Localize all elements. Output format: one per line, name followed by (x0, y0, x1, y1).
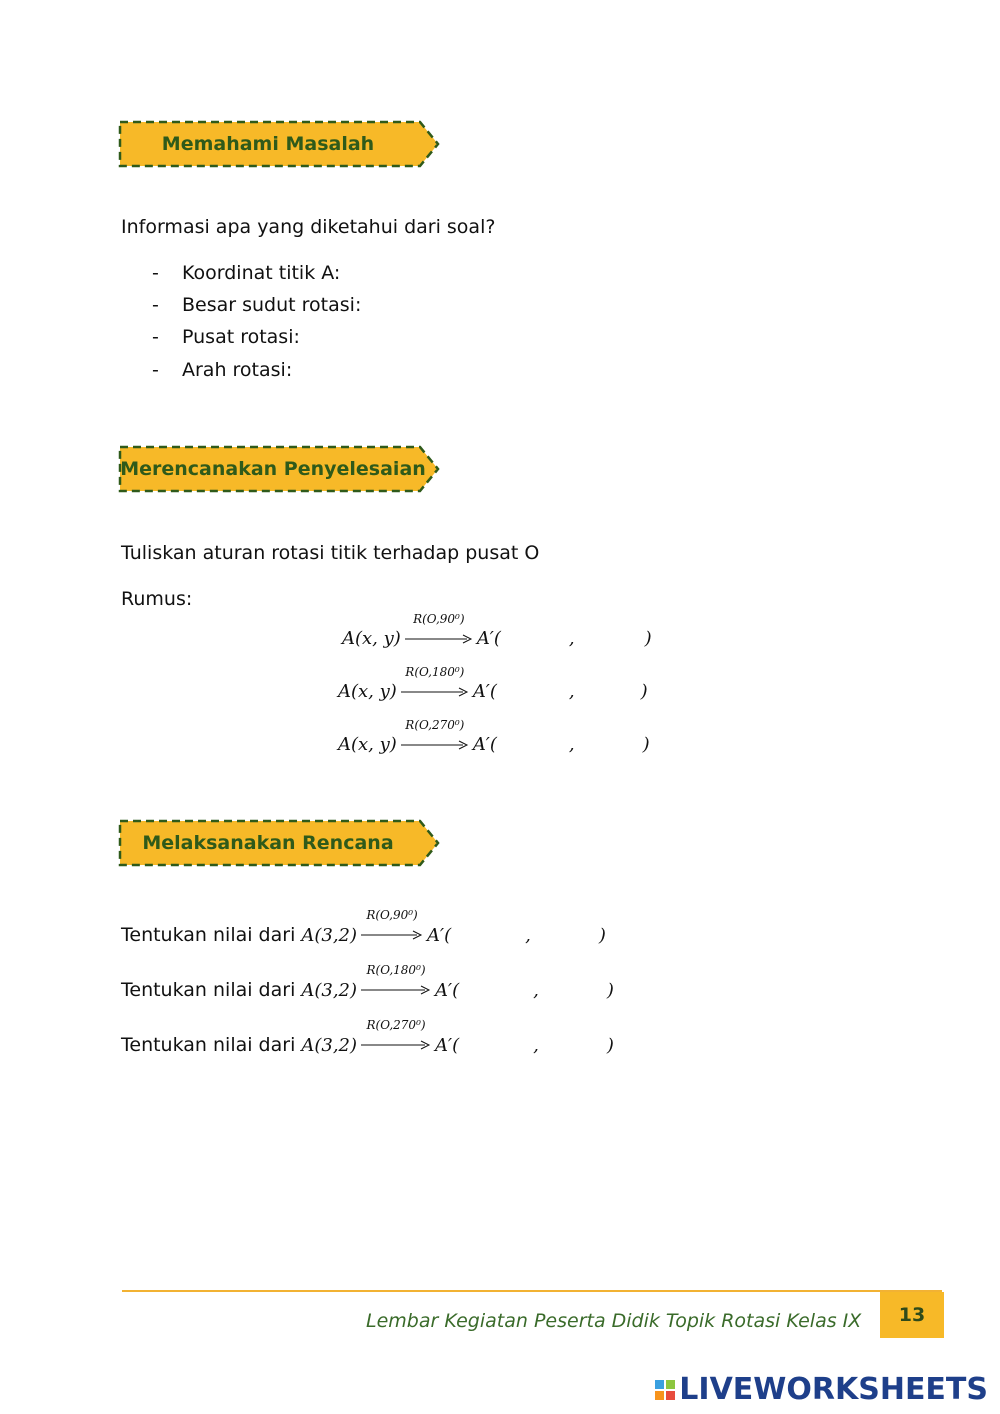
rotation-arrow (361, 963, 431, 999)
close-paren: ) (606, 979, 614, 1001)
exercise-row (121, 1018, 614, 1056)
page-number: 13 (880, 1292, 944, 1338)
result-open: A′( (435, 1034, 460, 1056)
rotation-label: R(O,180⁰) (405, 664, 465, 679)
rotation-arrow (361, 1018, 431, 1054)
section-title: Memahami Masalah (161, 133, 375, 155)
bullet-dash: - (152, 262, 159, 284)
logo-icon (655, 1380, 675, 1400)
point-expression: A(3,2) (301, 924, 358, 946)
arrow-icon (401, 740, 469, 750)
section-banner-plan (118, 445, 442, 493)
list-item: Pusat rotasi: (182, 326, 300, 348)
rotation-label: R(O,180⁰) (366, 963, 426, 977)
bullet-dash: - (152, 294, 159, 316)
result-open: A′( (427, 924, 452, 946)
result-open: A′( (472, 681, 497, 702)
close-paren: ) (598, 924, 606, 946)
arrow-icon (361, 930, 423, 940)
point-expression: A(3,2) (301, 1034, 358, 1056)
logo-text: LIVEWORKSHEETS (679, 1372, 988, 1407)
list-item: Besar sudut rotasi: (182, 294, 362, 316)
rotation-arrow (361, 908, 423, 944)
close-paren: ) (606, 1034, 614, 1056)
exercise-prefix: Tentukan nilai dari (121, 924, 296, 946)
list-item: Arah rotasi: (182, 359, 293, 381)
section-title: Melaksanakan Rencana (142, 832, 394, 854)
exercise-prefix: Tentukan nilai dari (121, 1034, 296, 1056)
arrow-icon (361, 1040, 431, 1050)
formula-row (342, 611, 652, 649)
bullet-dash: - (152, 359, 159, 381)
close-paren: ) (644, 628, 652, 649)
result-open: A′( (472, 734, 497, 755)
exercise-row (121, 908, 606, 946)
point-expression: A(x, y) (342, 628, 401, 649)
comma: , (568, 734, 575, 755)
liveworksheets-logo (655, 1372, 988, 1407)
rotation-arrow (405, 611, 473, 648)
instruction-text: Tuliskan aturan rotasi titik terhadap pusat O (121, 542, 540, 564)
rotation-label: R(O,270⁰) (366, 1018, 426, 1032)
arrow-icon (361, 985, 431, 995)
section-title: Merencanakan Penyelesaian (120, 458, 426, 480)
section-banner-execute (118, 819, 442, 867)
formula-label: Rumus: (121, 588, 193, 610)
formula-row (338, 664, 648, 702)
comma: , (568, 628, 575, 649)
section-banner-understand (118, 120, 442, 168)
footer-divider (122, 1290, 942, 1292)
rotation-arrow (401, 664, 469, 701)
result-open: A′( (435, 979, 460, 1001)
point-expression: A(x, y) (338, 734, 397, 755)
rotation-arrow (401, 717, 469, 754)
comma: , (533, 979, 539, 1001)
question-text: Informasi apa yang diketahui dari soal? (121, 216, 496, 238)
point-expression: A(x, y) (338, 681, 397, 702)
formula-row (338, 717, 650, 755)
rotation-label: R(O,270⁰) (405, 717, 465, 732)
close-paren: ) (640, 681, 648, 702)
exercise-prefix: Tentukan nilai dari (121, 979, 296, 1001)
footer-title: Lembar Kegiatan Peserta Didik Topik Rotasi Kelas IX (366, 1310, 862, 1332)
result-open: A′( (476, 628, 501, 649)
arrow-icon (401, 687, 469, 697)
comma: , (568, 681, 575, 702)
point-expression: A(3,2) (301, 979, 358, 1001)
rotation-label: R(O,90⁰) (366, 908, 418, 922)
comma: , (533, 1034, 539, 1056)
arrow-icon (405, 634, 473, 644)
exercise-row (121, 963, 614, 1001)
bullet-dash: - (152, 326, 159, 348)
close-paren: ) (642, 734, 650, 755)
comma: , (525, 924, 531, 946)
list-item: Koordinat titik A: (182, 262, 341, 284)
rotation-label: R(O,90⁰) (413, 611, 465, 626)
